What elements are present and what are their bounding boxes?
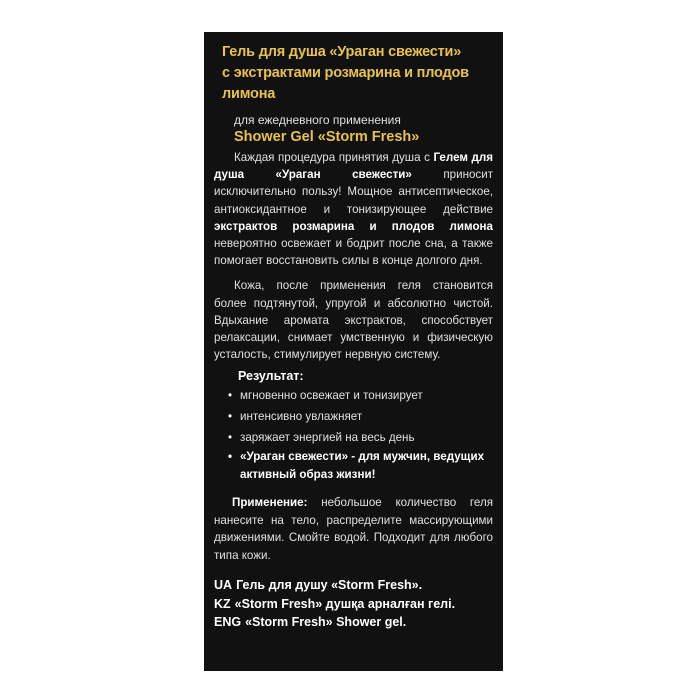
language-code: ENG <box>214 615 242 630</box>
result-heading: Результат: <box>238 369 304 384</box>
description-paragraph-2: Кожа, после применения геля становится более подтянутой, упругой и абсолютно чистой. Вдыхание аромата экстрактов, способствует релаксации, снимает умственную и физическую усталость, стимулирует нервную систему. <box>214 279 493 362</box>
product-title-line2: с экстрактами розмарина и плодов <box>222 65 469 81</box>
language-text: «Storm Fresh» Shower gel. <box>245 615 407 630</box>
language-code: KZ <box>214 596 231 611</box>
result-item: • мгновенно освежает и тонизирует <box>228 385 493 406</box>
english-title: Shower Gel «Storm Fresh» <box>234 129 420 145</box>
language-line-eng <box>214 613 493 632</box>
usage-text: небольшое количество геля нанесите на тело, распределите массирующими движениями. Смойте водой. Подходит для любого типа кожи. <box>214 496 493 562</box>
language-text: «Storm Fresh» душқа арналған гелі. <box>234 596 456 611</box>
language-line-ua <box>214 576 493 595</box>
description-emphasis: экстрактов розмарина и плодов лимона <box>214 219 493 233</box>
description-text: приносит исключительно пользу! Мощное антисептическое, антиоксидантное и тонизирующее действие <box>214 168 494 216</box>
language-line-kz <box>214 595 493 614</box>
product-title <box>222 42 493 105</box>
description <box>214 149 493 363</box>
language-list <box>214 576 493 632</box>
result-item: • заряжает энергией на весь день <box>228 427 493 448</box>
language-code: UA <box>214 578 233 593</box>
description-text: Каждая процедура принятия душа с <box>234 151 434 164</box>
result-item: • «Ураган свежести» - для мужчин, ведущих активный образ жизни! <box>228 448 493 484</box>
product-title-line1: Гель для душа «Ураган свежести» <box>222 44 462 60</box>
result-item: • интенсивно увлажняет <box>228 406 493 427</box>
product-title-line3: лимона <box>222 86 276 102</box>
usage-instructions <box>214 494 493 564</box>
description-paragraph-1 <box>214 149 493 269</box>
usage-label: Применение: <box>232 496 308 510</box>
description-text: невероятно освежает и бодрит после сна, а также помогает восстановить силы в конце долгого дня. <box>214 237 493 268</box>
language-text: Гель для душу «Storm Fresh». <box>236 578 423 593</box>
result-list <box>214 385 493 484</box>
product-label-panel <box>204 32 503 671</box>
description-emphasis: Гелем для душа «Ураган свежести» <box>214 151 494 182</box>
product-subtitle: для ежедневного применения <box>234 113 401 127</box>
